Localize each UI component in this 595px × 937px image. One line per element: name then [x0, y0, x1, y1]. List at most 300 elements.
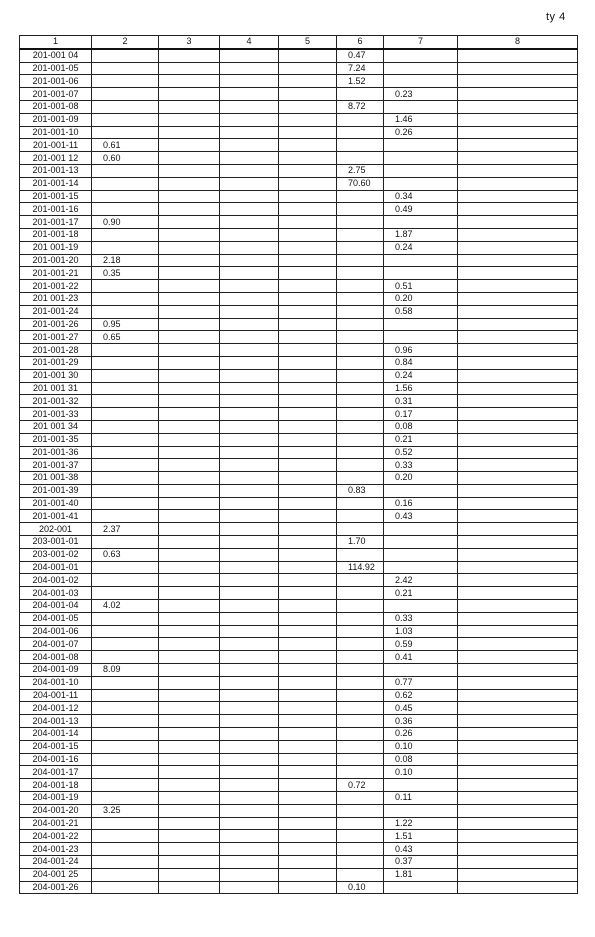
table-row — [20, 100, 578, 113]
value-cell-col-8 — [458, 472, 578, 485]
value-cell-col-2 — [92, 625, 159, 638]
value-cell-col-7: 0.08 — [384, 420, 458, 433]
table-row — [20, 472, 578, 485]
value-cell-col-7 — [384, 664, 458, 677]
value-cell-col-4 — [220, 804, 279, 817]
value-cell-col-6 — [337, 382, 384, 395]
value-cell-col-7: 0.33 — [384, 459, 458, 472]
value-cell-col-3 — [159, 216, 220, 229]
value-cell-col-5 — [279, 689, 337, 702]
value-cell-col-4 — [220, 574, 279, 587]
value-cell-col-2 — [92, 344, 159, 357]
row-code-cell: 204-001-12 — [20, 702, 92, 715]
value-cell-col-6 — [337, 638, 384, 651]
value-cell-col-3 — [159, 523, 220, 536]
table-row — [20, 88, 578, 101]
value-cell-col-8 — [458, 100, 578, 113]
row-code-cell: 204-001-04 — [20, 600, 92, 613]
value-cell-col-2: 3.25 — [92, 804, 159, 817]
value-cell-col-3 — [159, 446, 220, 459]
value-cell-col-5 — [279, 856, 337, 869]
value-cell-col-7: 0.43 — [384, 510, 458, 523]
value-cell-col-5 — [279, 344, 337, 357]
value-cell-col-7: 1.46 — [384, 113, 458, 126]
value-cell-col-3 — [159, 190, 220, 203]
value-cell-col-3 — [159, 856, 220, 869]
value-cell-col-5 — [279, 702, 337, 715]
column-header: 4 — [220, 36, 279, 49]
value-cell-col-2 — [92, 881, 159, 894]
value-cell-col-2 — [92, 113, 159, 126]
value-cell-col-7 — [384, 139, 458, 152]
value-cell-col-6 — [337, 651, 384, 664]
value-cell-col-3 — [159, 420, 220, 433]
table-row — [20, 753, 578, 766]
value-cell-col-3 — [159, 587, 220, 600]
value-cell-col-4 — [220, 395, 279, 408]
value-cell-col-6 — [337, 625, 384, 638]
value-cell-col-8 — [458, 62, 578, 75]
value-cell-col-8 — [458, 241, 578, 254]
value-cell-col-8 — [458, 817, 578, 830]
value-cell-col-3 — [159, 177, 220, 190]
value-cell-col-6 — [337, 664, 384, 677]
value-cell-col-8 — [458, 267, 578, 280]
value-cell-col-8 — [458, 216, 578, 229]
row-code-cell: 201-001-37 — [20, 459, 92, 472]
value-cell-col-8 — [458, 753, 578, 766]
table-row — [20, 664, 578, 677]
value-cell-col-2: 0.61 — [92, 139, 159, 152]
value-cell-col-8 — [458, 881, 578, 894]
value-cell-col-7: 0.11 — [384, 792, 458, 805]
column-header: 1 — [20, 36, 92, 49]
value-cell-col-4 — [220, 433, 279, 446]
row-code-cell: 201-001-18 — [20, 228, 92, 241]
table-body — [20, 49, 578, 894]
row-code-cell: 201-001-05 — [20, 62, 92, 75]
table-row — [20, 344, 578, 357]
value-cell-col-3 — [159, 651, 220, 664]
row-code-cell: 204-001 25 — [20, 868, 92, 881]
value-cell-col-7 — [384, 484, 458, 497]
table-row — [20, 356, 578, 369]
column-header: 3 — [159, 36, 220, 49]
value-cell-col-5 — [279, 228, 337, 241]
table-row — [20, 523, 578, 536]
value-cell-col-8 — [458, 292, 578, 305]
value-cell-col-4 — [220, 190, 279, 203]
value-cell-col-2 — [92, 689, 159, 702]
value-cell-col-5 — [279, 561, 337, 574]
row-code-cell: 201-001-09 — [20, 113, 92, 126]
value-cell-col-6 — [337, 331, 384, 344]
value-cell-col-7: 0.52 — [384, 446, 458, 459]
value-cell-col-6 — [337, 766, 384, 779]
value-cell-col-7: 0.36 — [384, 715, 458, 728]
value-cell-col-2 — [92, 459, 159, 472]
value-cell-col-6: 1.70 — [337, 536, 384, 549]
value-cell-col-2 — [92, 676, 159, 689]
value-cell-col-8 — [458, 139, 578, 152]
value-cell-col-4 — [220, 126, 279, 139]
value-cell-col-4 — [220, 753, 279, 766]
value-cell-col-3 — [159, 203, 220, 216]
value-cell-col-7: 0.23 — [384, 88, 458, 101]
value-cell-col-8 — [458, 702, 578, 715]
value-cell-col-2: 0.90 — [92, 216, 159, 229]
row-code-cell: 204-001-06 — [20, 625, 92, 638]
row-code-cell: 201-001-10 — [20, 126, 92, 139]
table-row — [20, 369, 578, 382]
table-row — [20, 305, 578, 318]
value-cell-col-2 — [92, 817, 159, 830]
value-cell-col-6 — [337, 740, 384, 753]
row-code-cell: 201-001-17 — [20, 216, 92, 229]
value-cell-col-5 — [279, 62, 337, 75]
value-cell-col-4 — [220, 331, 279, 344]
value-cell-col-7 — [384, 75, 458, 88]
value-cell-col-6 — [337, 113, 384, 126]
value-cell-col-6 — [337, 472, 384, 485]
value-cell-col-3 — [159, 292, 220, 305]
value-cell-col-2 — [92, 228, 159, 241]
value-cell-col-6 — [337, 856, 384, 869]
value-cell-col-7: 1.56 — [384, 382, 458, 395]
value-cell-col-8 — [458, 408, 578, 421]
value-cell-col-8 — [458, 382, 578, 395]
value-cell-col-8 — [458, 190, 578, 203]
value-cell-col-4 — [220, 587, 279, 600]
value-cell-col-4 — [220, 292, 279, 305]
value-cell-col-8 — [458, 318, 578, 331]
value-cell-col-8 — [458, 305, 578, 318]
value-cell-col-5 — [279, 600, 337, 613]
value-cell-col-5 — [279, 408, 337, 421]
value-cell-col-3 — [159, 254, 220, 267]
table-row — [20, 280, 578, 293]
column-header: 6 — [337, 36, 384, 49]
value-cell-col-8 — [458, 587, 578, 600]
value-cell-col-3 — [159, 804, 220, 817]
value-cell-col-4 — [220, 408, 279, 421]
value-cell-col-5 — [279, 75, 337, 88]
value-cell-col-6 — [337, 843, 384, 856]
row-code-cell: 201-001-11 — [20, 139, 92, 152]
table-row — [20, 676, 578, 689]
value-cell-col-4 — [220, 113, 279, 126]
row-code-cell: 201-001-22 — [20, 280, 92, 293]
row-code-cell: 204-001-20 — [20, 804, 92, 817]
table-row — [20, 792, 578, 805]
value-cell-col-6 — [337, 267, 384, 280]
row-code-cell: 203-001-01 — [20, 536, 92, 549]
value-cell-col-6 — [337, 292, 384, 305]
value-cell-col-4 — [220, 241, 279, 254]
value-cell-col-7: 0.51 — [384, 280, 458, 293]
value-cell-col-6 — [337, 446, 384, 459]
value-cell-col-7: 1.87 — [384, 228, 458, 241]
value-cell-col-7 — [384, 318, 458, 331]
value-cell-col-4 — [220, 344, 279, 357]
row-code-cell: 201-001-35 — [20, 433, 92, 446]
table-row — [20, 548, 578, 561]
table-row — [20, 190, 578, 203]
value-cell-col-2 — [92, 612, 159, 625]
value-cell-col-7: 0.49 — [384, 203, 458, 216]
table-row — [20, 152, 578, 165]
value-cell-col-3 — [159, 612, 220, 625]
value-cell-col-8 — [458, 664, 578, 677]
value-cell-col-7 — [384, 881, 458, 894]
value-cell-col-2 — [92, 203, 159, 216]
value-cell-col-8 — [458, 689, 578, 702]
value-cell-col-4 — [220, 830, 279, 843]
value-cell-col-5 — [279, 484, 337, 497]
column-header: 7 — [384, 36, 458, 49]
value-cell-col-5 — [279, 881, 337, 894]
value-cell-col-8 — [458, 395, 578, 408]
value-cell-col-6 — [337, 676, 384, 689]
value-cell-col-5 — [279, 88, 337, 101]
value-cell-col-3 — [159, 408, 220, 421]
value-cell-col-6 — [337, 548, 384, 561]
value-cell-col-4 — [220, 676, 279, 689]
value-cell-col-2 — [92, 715, 159, 728]
value-cell-col-7 — [384, 523, 458, 536]
header-row — [20, 36, 578, 49]
value-cell-col-4 — [220, 459, 279, 472]
value-cell-col-6 — [337, 420, 384, 433]
value-cell-col-8 — [458, 113, 578, 126]
column-header: 8 — [458, 36, 578, 49]
table-row — [20, 612, 578, 625]
value-cell-col-5 — [279, 587, 337, 600]
value-cell-col-3 — [159, 472, 220, 485]
value-cell-col-2 — [92, 868, 159, 881]
value-cell-col-3 — [159, 305, 220, 318]
value-cell-col-5 — [279, 280, 337, 293]
row-code-cell: 201-001-21 — [20, 267, 92, 280]
value-cell-col-2 — [92, 830, 159, 843]
value-cell-col-6 — [337, 369, 384, 382]
value-cell-col-8 — [458, 510, 578, 523]
row-code-cell: 201-001 04 — [20, 49, 92, 62]
value-cell-col-5 — [279, 446, 337, 459]
table-row — [20, 267, 578, 280]
value-cell-col-7: 0.20 — [384, 472, 458, 485]
value-cell-col-3 — [159, 369, 220, 382]
value-cell-col-4 — [220, 49, 279, 62]
column-header: 5 — [279, 36, 337, 49]
value-cell-col-6 — [337, 523, 384, 536]
value-cell-col-8 — [458, 868, 578, 881]
value-cell-col-5 — [279, 740, 337, 753]
value-cell-col-6 — [337, 305, 384, 318]
value-cell-col-2 — [92, 843, 159, 856]
value-cell-col-4 — [220, 600, 279, 613]
value-cell-col-8 — [458, 49, 578, 62]
value-cell-col-8 — [458, 728, 578, 741]
value-cell-col-3 — [159, 830, 220, 843]
table-row — [20, 728, 578, 741]
value-cell-col-4 — [220, 548, 279, 561]
value-cell-col-8 — [458, 164, 578, 177]
value-cell-col-7 — [384, 216, 458, 229]
value-cell-col-5 — [279, 331, 337, 344]
value-cell-col-7: 0.37 — [384, 856, 458, 869]
value-cell-col-2 — [92, 587, 159, 600]
value-cell-col-3 — [159, 881, 220, 894]
value-cell-col-5 — [279, 612, 337, 625]
value-cell-col-7: 0.17 — [384, 408, 458, 421]
table-row — [20, 408, 578, 421]
value-cell-col-7: 0.21 — [384, 433, 458, 446]
row-code-cell: 201-001-20 — [20, 254, 92, 267]
value-cell-col-3 — [159, 459, 220, 472]
value-cell-col-7 — [384, 561, 458, 574]
value-cell-col-5 — [279, 305, 337, 318]
value-cell-col-3 — [159, 152, 220, 165]
table-row — [20, 740, 578, 753]
value-cell-col-6 — [337, 126, 384, 139]
value-cell-col-4 — [220, 497, 279, 510]
value-cell-col-4 — [220, 164, 279, 177]
row-code-cell: 201-001 12 — [20, 152, 92, 165]
value-cell-col-3 — [159, 113, 220, 126]
value-cell-col-4 — [220, 254, 279, 267]
value-cell-col-5 — [279, 152, 337, 165]
value-cell-col-4 — [220, 868, 279, 881]
value-cell-col-5 — [279, 139, 337, 152]
value-cell-col-3 — [159, 740, 220, 753]
value-cell-col-2: 0.63 — [92, 548, 159, 561]
row-code-cell: 204-001-07 — [20, 638, 92, 651]
value-cell-col-3 — [159, 241, 220, 254]
row-code-cell: 204-001-08 — [20, 651, 92, 664]
value-cell-col-3 — [159, 318, 220, 331]
value-cell-col-2 — [92, 536, 159, 549]
value-cell-col-8 — [458, 152, 578, 165]
value-cell-col-8 — [458, 740, 578, 753]
value-cell-col-2 — [92, 164, 159, 177]
value-cell-col-4 — [220, 740, 279, 753]
row-code-cell: 202-001 — [20, 523, 92, 536]
value-cell-col-6 — [337, 190, 384, 203]
table-row — [20, 817, 578, 830]
table-row — [20, 228, 578, 241]
value-cell-col-6 — [337, 356, 384, 369]
row-code-cell: 204-001-11 — [20, 689, 92, 702]
value-cell-col-8 — [458, 433, 578, 446]
value-cell-col-8 — [458, 344, 578, 357]
value-cell-col-6 — [337, 753, 384, 766]
value-cell-col-8 — [458, 75, 578, 88]
value-cell-col-2 — [92, 753, 159, 766]
value-cell-col-2 — [92, 510, 159, 523]
value-cell-col-8 — [458, 497, 578, 510]
table-row — [20, 331, 578, 344]
row-code-cell: 204-001-13 — [20, 715, 92, 728]
table-row — [20, 574, 578, 587]
value-cell-col-5 — [279, 254, 337, 267]
row-code-cell: 201-001-27 — [20, 331, 92, 344]
value-cell-col-8 — [458, 625, 578, 638]
value-cell-col-3 — [159, 548, 220, 561]
table-row — [20, 766, 578, 779]
value-cell-col-4 — [220, 446, 279, 459]
row-code-cell: 201-001-29 — [20, 356, 92, 369]
table-row — [20, 638, 578, 651]
value-cell-col-2 — [92, 356, 159, 369]
value-cell-col-5 — [279, 753, 337, 766]
value-cell-col-3 — [159, 433, 220, 446]
value-cell-col-8 — [458, 766, 578, 779]
table-row — [20, 510, 578, 523]
value-cell-col-5 — [279, 395, 337, 408]
value-cell-col-3 — [159, 715, 220, 728]
value-cell-col-6 — [337, 587, 384, 600]
value-cell-col-8 — [458, 484, 578, 497]
value-cell-col-4 — [220, 523, 279, 536]
table-row — [20, 62, 578, 75]
value-cell-col-6 — [337, 792, 384, 805]
value-cell-col-7: 0.10 — [384, 766, 458, 779]
value-cell-col-2 — [92, 497, 159, 510]
value-cell-col-3 — [159, 753, 220, 766]
value-cell-col-7 — [384, 49, 458, 62]
value-cell-col-4 — [220, 88, 279, 101]
value-cell-col-4 — [220, 664, 279, 677]
row-code-cell: 204-001-05 — [20, 612, 92, 625]
value-cell-col-4 — [220, 177, 279, 190]
table-row — [20, 433, 578, 446]
value-cell-col-2 — [92, 395, 159, 408]
table-row — [20, 830, 578, 843]
value-cell-col-6: 0.47 — [337, 49, 384, 62]
value-cell-col-6 — [337, 497, 384, 510]
row-code-cell: 204-001-24 — [20, 856, 92, 869]
value-cell-col-7: 0.58 — [384, 305, 458, 318]
row-code-cell: 204-001-26 — [20, 881, 92, 894]
row-code-cell: 204-001-17 — [20, 766, 92, 779]
value-cell-col-4 — [220, 382, 279, 395]
value-cell-col-7: 0.21 — [384, 587, 458, 600]
table-row — [20, 587, 578, 600]
value-cell-col-4 — [220, 561, 279, 574]
value-cell-col-6 — [337, 728, 384, 741]
value-cell-col-6 — [337, 510, 384, 523]
value-cell-col-5 — [279, 292, 337, 305]
value-cell-col-7: 0.31 — [384, 395, 458, 408]
value-cell-col-7: 0.96 — [384, 344, 458, 357]
value-cell-col-5 — [279, 664, 337, 677]
value-cell-col-6 — [337, 318, 384, 331]
value-cell-col-5 — [279, 651, 337, 664]
table-row — [20, 139, 578, 152]
value-cell-col-2 — [92, 49, 159, 62]
value-cell-col-3 — [159, 395, 220, 408]
value-cell-col-3 — [159, 280, 220, 293]
value-cell-col-4 — [220, 817, 279, 830]
value-cell-col-2: 4.02 — [92, 600, 159, 613]
table-row — [20, 497, 578, 510]
value-cell-col-7: 0.10 — [384, 740, 458, 753]
value-cell-col-3 — [159, 817, 220, 830]
value-cell-col-3 — [159, 49, 220, 62]
value-cell-col-8 — [458, 856, 578, 869]
row-code-cell: 201-001-06 — [20, 75, 92, 88]
